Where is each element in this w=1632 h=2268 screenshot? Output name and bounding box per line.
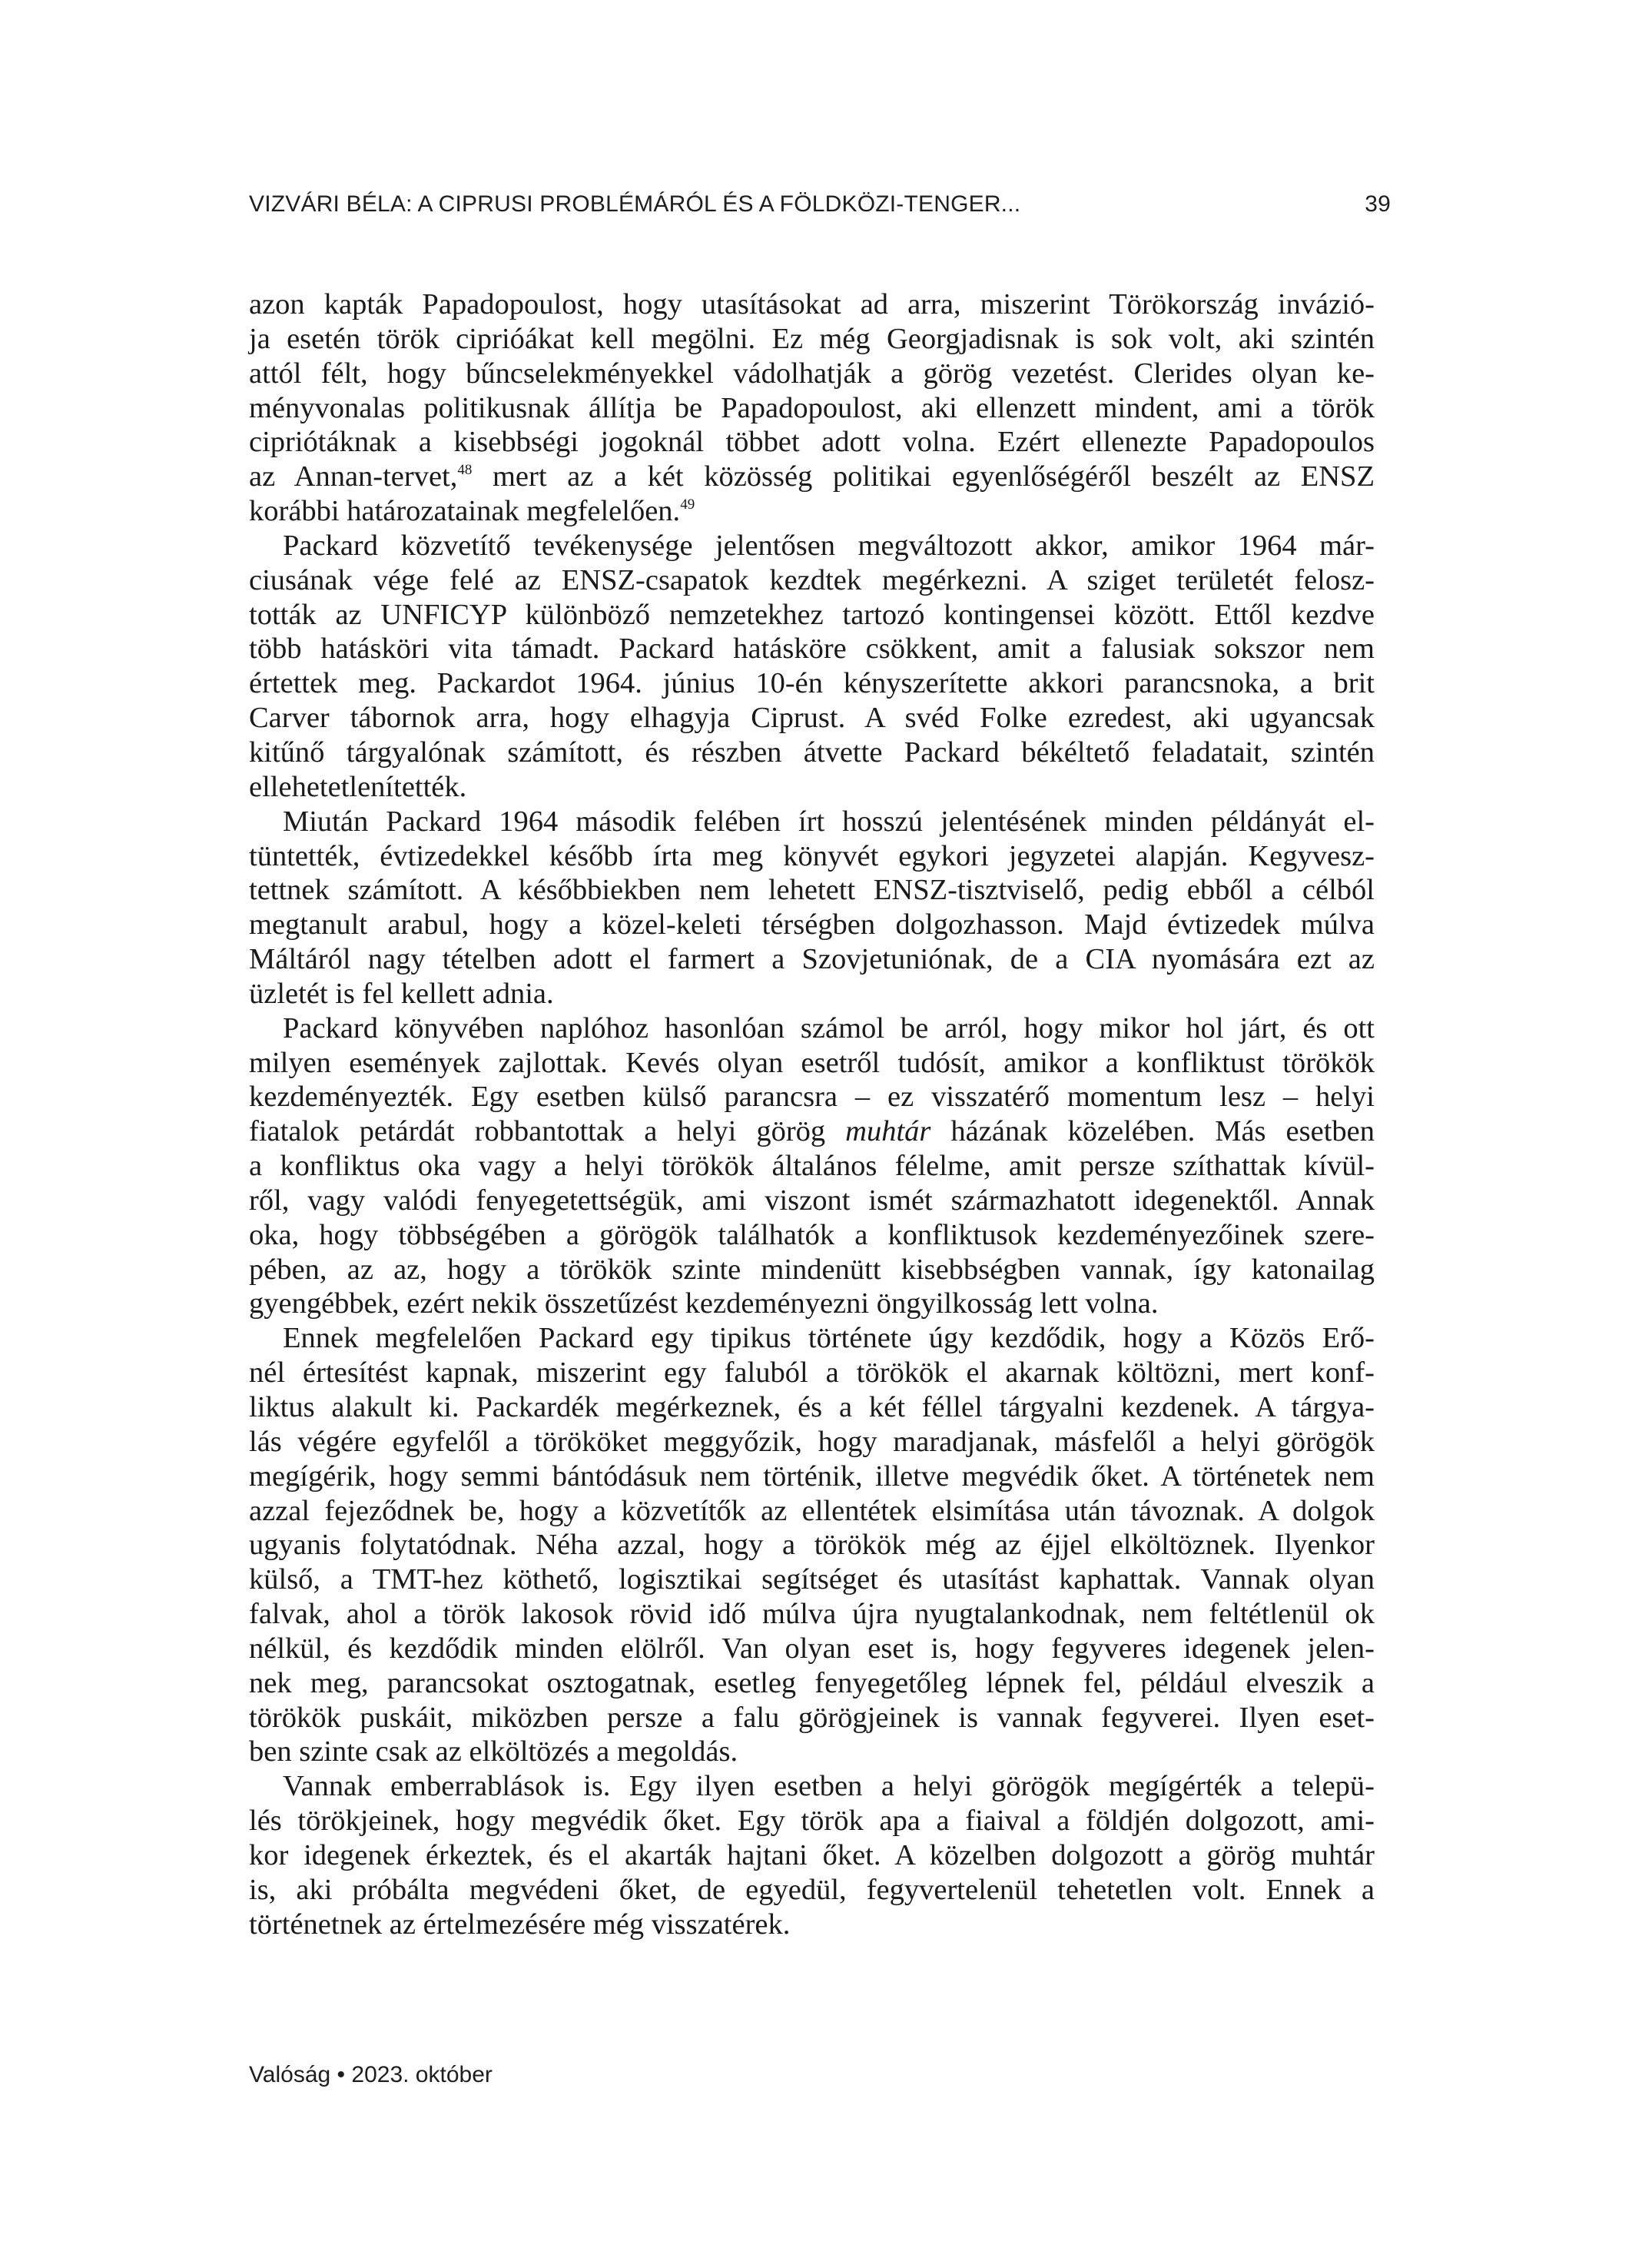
- text-line: a konfliktus oka vagy a helyi törökök általános félelme, amit persze szíthattak kívül-: [249, 1150, 1375, 1183]
- text-line: gyengébbek, ezért nekik összetűzést kezdeményezni öngyilkosság lett volna.: [249, 1287, 1159, 1320]
- text-line: nél értesítést kapnak, miszerint egy faluból a törökök el akarnak költözni, mert konf-: [249, 1356, 1375, 1390]
- italic-term: muhtár: [845, 1115, 931, 1148]
- paragraph: [249, 805, 1375, 1011]
- text-fragment: fiatalok petárdát robbantottak a helyi görög: [249, 1115, 846, 1148]
- running-title: VIZVÁRI BÉLA: A CIPRUSI PROBLÉMÁRÓL ÉS A FÖLDKÖZI-TENGER...: [249, 191, 1021, 217]
- text-line: nek meg, parancsokat osztogatnak, esetleg fenyegetőleg lépnek fel, például elveszik a: [249, 1666, 1375, 1699]
- text-line: azon kapták Papadopoulost, hogy utasításokat ad arra, miszerint Törökország invázió-: [249, 288, 1375, 320]
- text-line: ben szinte csak az elköltözés a megoldás.: [249, 1735, 738, 1768]
- text-line: ellehetetlenítették.: [249, 770, 467, 803]
- text-line: ciusának vége felé az ENSZ-csapatok kezdtek megérkezni. A sziget területét felosz-: [249, 563, 1375, 596]
- journal-name: Valóság: [249, 2062, 331, 2087]
- text-line: üzletét is fel kellett adnia.: [249, 977, 554, 1010]
- text-line: falvak, ahol a török lakosok rövid idő múlva újra nyugtalankodnak, nem feltétlenül ok: [249, 1598, 1375, 1631]
- paragraph: [249, 529, 1375, 805]
- text-line: Máltáról nagy tételben adott el farmert a Szovjetuniónak, de a CIA nyomására ezt az: [249, 943, 1375, 976]
- text-line: ugyanis folytatódnak. Néha azzal, hogy a törökök még az éjjel elköltöznek. Ilyenkor: [249, 1529, 1375, 1562]
- text-line: oka, hogy többségében a görögök találhatók a konfliktusok kezdeményezőinek szere-: [249, 1218, 1375, 1251]
- text-line: azzal fejeződnek be, hogy a közvetítők az ellentétek elsimítása után távoznak. A dolgok: [249, 1494, 1375, 1527]
- issue-date: 2023. október: [351, 2062, 493, 2087]
- text-line: kor idegenek érkeztek, és el akarták hajtani őket. A közelben dolgozott a görög muhtár: [249, 1838, 1375, 1871]
- footnote-ref-48[interactable]: 48: [457, 462, 473, 479]
- text-line: törökök puskáit, miközben persze a falu görögjeinek is vannak fegyverei. Ilyen eset-: [249, 1701, 1375, 1734]
- text-line: Ennek megfelelően Packard egy tipikus története úgy kezdődik, hogy a Közös Erő-: [283, 1322, 1375, 1355]
- text-line: tettnek számított. A későbbiekben nem lehetett ENSZ-tisztviselő, pedig ebből a célból: [249, 874, 1375, 907]
- bullet-separator: •: [337, 2062, 346, 2087]
- text-line: is, aki próbálta megvédeni őket, de egyedül, fegyvertelenül tehetetlen volt. Ennek a: [249, 1873, 1375, 1906]
- running-header: [249, 189, 1391, 220]
- text-line: kitűnő tárgyalónak számított, és részben átvette Packard békéltető feladatait, szintén: [249, 736, 1375, 769]
- text-line: [249, 494, 1375, 529]
- text-fragment: házának közelében. Más esetben: [930, 1115, 1375, 1148]
- text-line: történetnek az értelmezésére még visszatérek.: [249, 1908, 791, 1941]
- text-line: lés törökjeinek, hogy megvédik őket. Egy török apa a fiaival a földjén dolgozott, ami-: [249, 1805, 1375, 1838]
- text-line: értettek meg. Packardot 1964. június 10-én kényszerítette akkori parancsnoka, a brit: [249, 667, 1375, 700]
- text-line: nélkül, és kezdődik minden elölről. Van olyan eset is, hogy fegyveres idegenek jelen-: [249, 1632, 1375, 1665]
- text-line: megígérik, hogy semmi bántódásuk nem történik, illetve megvédik őket. A történetek nem: [249, 1459, 1375, 1493]
- text-fragment: mert az a két közösség politikai egyenlőségéről beszélt az ENSZ: [472, 460, 1375, 493]
- paragraph: [249, 1011, 1375, 1322]
- text-line: Vannak emberrablások is. Egy ilyen esetben a helyi görögök megígérték a telepü-: [283, 1770, 1375, 1803]
- text-line: Packard közvetítő tevékenysége jelentősen megváltozott akkor, amikor 1964 már-: [283, 529, 1375, 562]
- text-line: több hatásköri vita támadt. Packard hatásköre csökkent, amit a falusiak sokszor nem: [249, 633, 1375, 666]
- article-body: [249, 287, 1375, 1942]
- text-line: cipriótáknak a kisebbségi jogoknál többet adott volna. Ezért ellenezte Papadopoulos: [249, 426, 1375, 459]
- paragraph: [249, 1321, 1375, 1769]
- text-fragment: az Annan-tervet,: [249, 460, 458, 493]
- text-line: tották az UNFICYP különböző nemzetekhez tartozó kontingensei között. Ettől kezdve: [249, 598, 1375, 631]
- paragraph: [249, 287, 1375, 529]
- paragraph: [249, 1769, 1375, 1941]
- running-footer: [249, 2061, 493, 2089]
- text-fragment: korábbi határozatainak megfelelően.: [249, 495, 681, 528]
- text-line: lás végére egyfelől a törököket meggyőzik, hogy maradjanak, másfelől a helyi görögök: [249, 1425, 1375, 1458]
- footnote-ref-49[interactable]: 49: [680, 496, 695, 513]
- text-line: milyen események zajlottak. Kevés olyan esetről tudósít, amikor a konfliktust törökök: [249, 1046, 1375, 1079]
- text-line: liktus alakult ki. Packardék megérkeznek, és a két féllel tárgyalni kezdenek. A tárgya-: [249, 1391, 1375, 1423]
- text-line: tüntették, évtizedekkel később írta meg könyvét egykori jegyzetei alapján. Kegyvesz-: [249, 839, 1375, 872]
- text-line: kezdeményezték. Egy esetben külső parancsra – ez visszatérő momentum lesz – helyi: [249, 1081, 1375, 1114]
- text-line: [249, 1114, 1375, 1149]
- text-line: pében, az az, hogy a törökök szinte mindenütt kisebbségben vannak, így katonailag: [249, 1253, 1375, 1286]
- text-line: megtanult arabul, hogy a közel-keleti térségben dolgozhasson. Majd évtizedek múlva: [249, 908, 1375, 941]
- text-line: Carver tábornok arra, hogy elhagyja Ciprust. A svéd Folke ezredest, aki ugyancsak: [249, 702, 1375, 735]
- text-line: ményvonalas politikusnak állítja be Papadopoulost, aki ellenzett mindent, ami a török: [249, 391, 1375, 424]
- page-number: 39: [1365, 191, 1391, 217]
- text-line: Packard könyvében naplóhoz hasonlóan számol be arról, hogy mikor hol járt, és ott: [283, 1011, 1375, 1044]
- text-line: [249, 460, 1375, 494]
- text-line: Miután Packard 1964 második felében írt hosszú jelentésének minden példányát el-: [283, 805, 1375, 838]
- text-line: külső, a TMT-hez köthető, logisztikai segítséget és utasítást kaphattak. Vannak olyan: [249, 1563, 1375, 1596]
- text-line: ről, vagy valódi fenyegetettségük, ami viszont ismét származhatott idegenektől. Annak: [249, 1184, 1375, 1217]
- text-line: ja esetén török ciprióákat kell megölni. Ez még Georgjadisnak is sok volt, aki szintén: [249, 322, 1375, 355]
- text-line: attól félt, hogy bűncselekményekkel vádolhatják a görög vezetést. Clerides olyan ke-: [249, 357, 1375, 390]
